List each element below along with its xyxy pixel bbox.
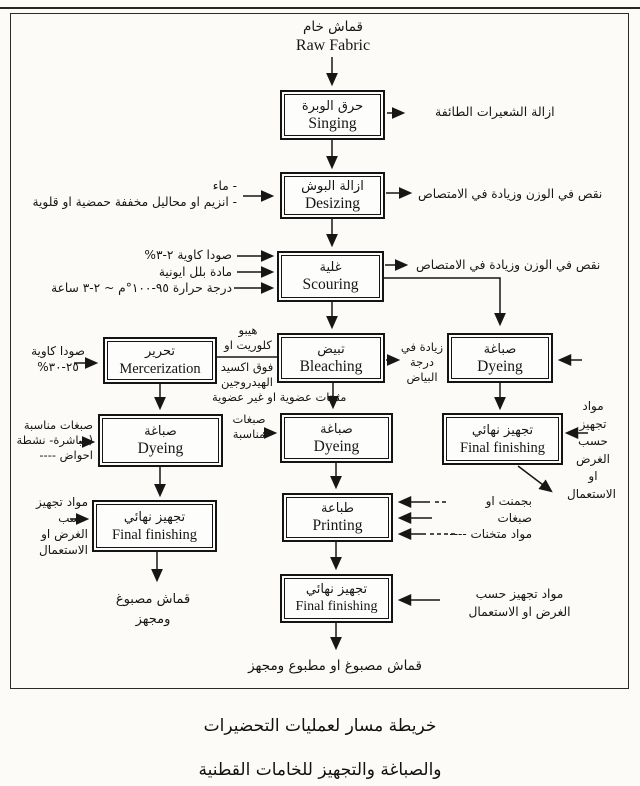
node-printing bbox=[282, 493, 393, 542]
annotation-line: مناسبة bbox=[232, 427, 266, 441]
annotation-dyeing-left-in bbox=[17, 418, 94, 463]
annotation-ff-bottom-in bbox=[452, 585, 587, 621]
node-dyeing-right-ar: صباغة bbox=[483, 341, 517, 357]
annotation-bleach-out bbox=[399, 340, 445, 385]
annotation-line: صودا كاوية ٢-٣% bbox=[144, 248, 232, 262]
node-final-bottom-en: Final finishing bbox=[295, 599, 378, 614]
caption-line-1: خريطة مسار لعمليات التحضيرات bbox=[203, 716, 437, 736]
node-final-bottom bbox=[280, 574, 393, 623]
annotation-line: مادة بلل ايونية bbox=[158, 264, 232, 279]
node-scouring-en: Scouring bbox=[302, 276, 359, 293]
node-bleaching-en: Bleaching bbox=[299, 357, 363, 375]
node-singing-en: Singing bbox=[308, 114, 357, 132]
node-dyeing-center-en: Dyeing bbox=[313, 437, 360, 455]
annotation-mercerization-in bbox=[22, 343, 94, 375]
node-final-right-en: Final finishing bbox=[460, 439, 545, 456]
node-final-left-en: Final finishing bbox=[112, 526, 197, 543]
annotation-line: زيادة في bbox=[400, 340, 444, 354]
annotation-line: الغرض او bbox=[41, 527, 88, 541]
node-final-left-ar: تجهيز نهائي bbox=[123, 509, 186, 525]
annotation-line: - ماء bbox=[212, 179, 237, 193]
node-bleaching-ar: تبيض bbox=[317, 341, 345, 357]
annotation-line: حسب bbox=[578, 434, 608, 448]
node-final-left bbox=[92, 500, 217, 552]
annotation-line: صبغات bbox=[497, 510, 532, 525]
node-dyeing-right bbox=[447, 333, 553, 383]
start-label-ar: قماش خام bbox=[303, 19, 363, 35]
annotation-bleach-in-bottom bbox=[218, 360, 276, 389]
node-scouring-ar: غلية bbox=[319, 260, 342, 275]
node-dyeing-left-ar: صباغة bbox=[144, 424, 177, 439]
annotation-line: هيبو bbox=[238, 323, 258, 337]
annotation-weight-loss-desizing: نقص في الوزن وزيادة في الامتصاص bbox=[418, 187, 603, 201]
annotation-line: مواد تجهيز حسب bbox=[475, 587, 564, 601]
annotation-line: الاستعمال bbox=[39, 543, 88, 557]
annotation-line: الهيدروجين bbox=[221, 374, 273, 389]
node-singing bbox=[280, 90, 385, 140]
annotation-stabilizers: مثبتات عضوية او غير عضوية bbox=[212, 390, 347, 404]
annotation-line: درجة حرارة ٩٥-١٠٠°م ~ ٢-٣ ساعة bbox=[51, 281, 232, 295]
annotation-dyeing-center-in bbox=[226, 412, 272, 442]
annotation-line: الغرض bbox=[576, 451, 610, 466]
node-bleaching bbox=[277, 333, 385, 383]
node-final-bottom-ar: تجهيز نهائي bbox=[305, 582, 368, 597]
annotation-line: مواد bbox=[582, 399, 604, 413]
node-dyeing-right-en: Dyeing bbox=[477, 357, 523, 375]
annotation-line: الغرض او الاستعمال bbox=[468, 605, 571, 619]
annotation-line: حسب bbox=[58, 511, 88, 525]
annotation-desizing-in bbox=[33, 178, 238, 210]
annotation-line: او bbox=[588, 469, 598, 483]
node-dyeing-left bbox=[98, 414, 223, 467]
annotation-line: البياض bbox=[406, 370, 438, 384]
annotation-line: صبغات bbox=[232, 412, 266, 426]
node-final-right bbox=[442, 413, 563, 465]
annotation-line: تجهيز bbox=[579, 416, 607, 431]
node-printing-en: Printing bbox=[312, 517, 363, 534]
output-bottom-label: قماش مصبوغ او مطبوع ومجهز bbox=[248, 658, 422, 674]
output-line: ومجهز bbox=[135, 612, 171, 627]
annotation-scouring-in bbox=[51, 247, 232, 297]
annotation-ff-right-in bbox=[567, 398, 616, 503]
node-mercerization-en: Mercerization bbox=[119, 361, 201, 377]
annotation-line: صودا كاوية bbox=[31, 344, 85, 358]
annotation-line: فوق اكسيد bbox=[220, 360, 274, 374]
node-dyeing-center bbox=[280, 413, 393, 463]
annotation-line: درجة bbox=[410, 355, 434, 369]
annotation-line: مواد تجهيز bbox=[36, 495, 88, 509]
annotation-line: مواد متخنات ---- bbox=[449, 527, 532, 541]
caption-line-2: والصباغة والتجهيز للخامات القطنية bbox=[198, 760, 442, 780]
node-desizing bbox=[280, 172, 385, 219]
node-dyeing-left-en: Dyeing bbox=[137, 440, 184, 457]
annotation-line: الاستعمال bbox=[567, 486, 616, 501]
annotation-singing-out: ازالة الشعيرات الطائفة bbox=[435, 104, 555, 119]
annotation-line: ٢٥-٣٠% bbox=[37, 360, 79, 374]
node-desizing-ar: ازالة البوش bbox=[301, 179, 364, 194]
start-label-en: Raw Fabric bbox=[295, 37, 371, 54]
node-singing-ar: حرق الوبرة bbox=[301, 98, 364, 114]
annotation-printing-in bbox=[440, 493, 532, 543]
node-desizing-en: Desizing bbox=[304, 195, 361, 212]
annotation-ff-left-in bbox=[36, 494, 88, 558]
annotation-line: كلوريت او bbox=[224, 337, 272, 352]
figure-caption bbox=[0, 704, 640, 786]
node-scouring bbox=[277, 251, 384, 302]
node-final-right-ar: تجهيز نهائي bbox=[471, 422, 534, 438]
annotation-line: (مباشرة- نشطة bbox=[16, 433, 93, 447]
output-left-label bbox=[103, 590, 203, 630]
annotation-line: بجمنت او bbox=[485, 494, 532, 508]
node-mercerization-ar: تحرير bbox=[145, 344, 175, 359]
annotation-bleach-in-top bbox=[220, 323, 276, 352]
output-line: قماش مصبوغ bbox=[115, 592, 191, 607]
node-mercerization bbox=[103, 337, 217, 384]
node-dyeing-center-ar: صباغة bbox=[320, 421, 353, 437]
start-label bbox=[268, 18, 398, 56]
annotation-line: - انزيم او محاليل مخففة حمضية او قلوية bbox=[32, 195, 237, 209]
annotation-line: صبغات مناسبة bbox=[23, 418, 93, 432]
annotation-weight-loss-scouring: نقص في الوزن وزيادة في الامتصاص bbox=[416, 258, 601, 272]
annotation-line: احواض ---- bbox=[39, 448, 93, 462]
node-printing-ar: طباعة bbox=[321, 501, 354, 516]
